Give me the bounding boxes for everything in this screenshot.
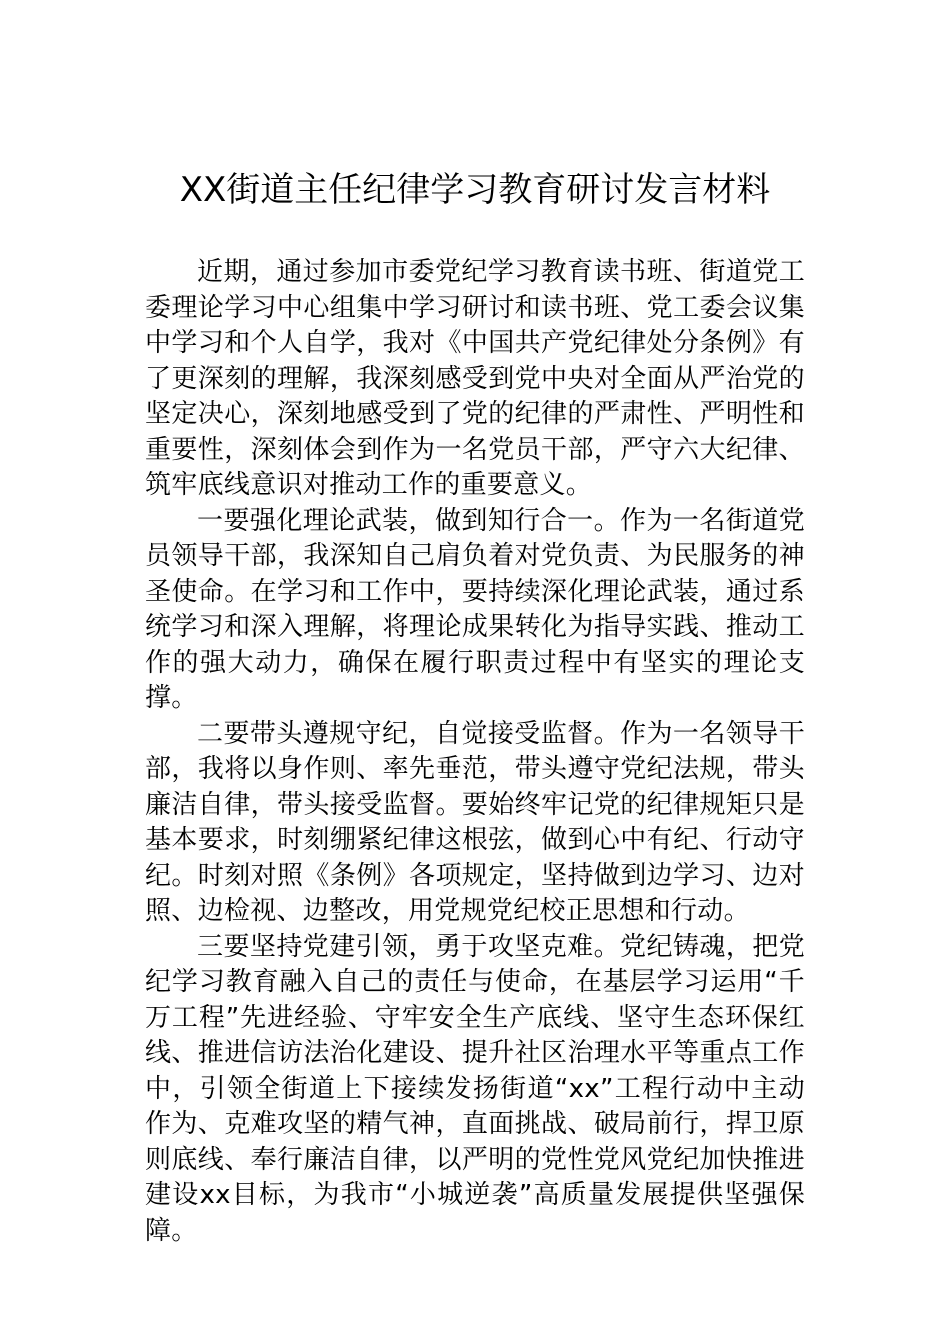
paragraph-point-three: 三要坚持党建引领，勇于攻坚克难。党纪铸魂，把党纪学习教育融入自己的责任与使命，在基层学习运用“千万工程”先进经验、守牢安全生产底线、坚守生态环保红线、推进信访法治化建设、提升社区治理水平等重点工作中，引领全街道上下接续发扬街道“xx”工程行动中主动作为、克难攻坚的精气神，直面挑战、破局前行，捍卫原则底线、奉行廉洁自律，以严明的党性党风党纪加快推进建设xx目标，为我市“小城逆袭”高质量发展提供坚强保障。 — [145, 931, 805, 1246]
document-title: XX街道主任纪律学习教育研讨发言材料 — [179, 170, 771, 210]
paragraph-intro: 近期，通过参加市委党纪学习教育读书班、街道党工委理论学习中心组集中学习研讨和读书班、党工委会议集中学习和个人自学，我对《中国共产党纪律处分条例》有了更深刻的理解，我深刻感受到党中央对全面从严治党的坚定决心，深刻地感受到了党的纪律的严肃性、严明性和重要性，深刻体会到作为一名党员干部，严守六大纪律、筑牢底线意识对推动工作的重要意义。 — [145, 257, 805, 500]
paragraph-point-two: 二要带头遵规守纪，自觉接受监督。作为一名领导干部，我将以身作则、率先垂范，带头遵守党纪法规，带头廉洁自律，带头接受监督。要始终牢记党的纪律规矩只是基本要求，时刻绷紧纪律这根弦，做到心中有纪、行动守纪。时刻对照《条例》各项规定，坚持做到边学习、边对照、边检视、边整改，用党规党纪校正思想和行动。 — [145, 718, 805, 926]
document-body — [145, 255, 805, 1249]
paragraph-point-one: 一要强化理论武装，做到知行合一。作为一名街道党员领导干部，我深知自己肩负着对党负责、为民服务的神圣使命。在学习和工作中，要持续深化理论武装，通过系统学习和深入理解，将理论成果转化为指导实践、推动工作的强大动力，确保在履行职责过程中有坚实的理论支撑。 — [145, 505, 805, 713]
